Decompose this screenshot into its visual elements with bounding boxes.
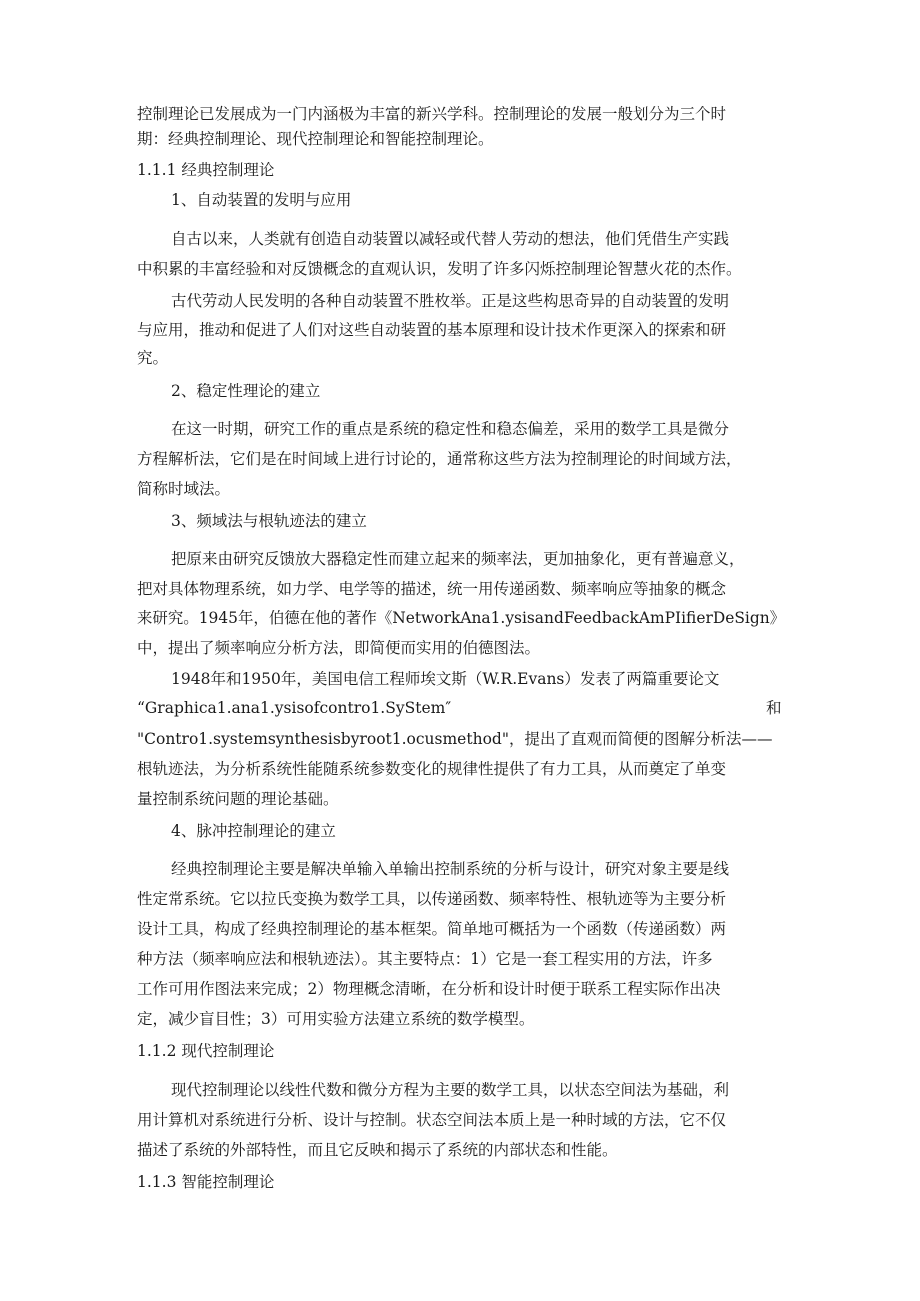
paragraph-line: 中积累的丰富经验和对反馈概念的直观认识，发明了许多闪烁控制理论智慧火花的杰作。 bbox=[137, 260, 742, 278]
paragraph-line: 古代劳动人民发明的各种自动装置不胜枚举。正是这些构思奇异的自动装置的发明 bbox=[171, 292, 730, 310]
subsection-heading-2: 2、稳定性理论的建立 bbox=[171, 382, 321, 400]
paragraph-line: 把对具体物理系统，如力学、电学等的描述，统一用传递函数、频率响应等抽象的概念 bbox=[137, 580, 727, 598]
paragraph-line: 设计工具，构成了经典控制理论的基本框架。简单地可概括为一个函数（传递函数）两 bbox=[137, 920, 727, 938]
paragraph-line: 中，提出了频率响应分析方法，即简便而实用的伯德图法。 bbox=[137, 639, 541, 657]
paragraph-line: “Graphica1.ana1.ysisofcontro1.SyStem″ bbox=[137, 699, 452, 717]
subsection-heading-3: 3、频域法与根轨迹法的建立 bbox=[171, 512, 367, 530]
paragraph-line: 经典控制理论主要是解决单输入单输出控制系统的分析与设计，研究对象主要是线 bbox=[171, 860, 730, 878]
paragraph-line: 简称时域法。 bbox=[137, 480, 231, 498]
subsection-heading-4: 4、脉冲控制理论的建立 bbox=[171, 822, 336, 840]
paragraph-line: 描述了系统的外部特性，而且它反映和揭示了系统的内部状态和性能。 bbox=[137, 1141, 618, 1159]
section-heading-1-1-1: 1.1.1 经典控制理论 bbox=[137, 161, 275, 179]
paragraph-line: 量控制系统问题的理论基础。 bbox=[137, 790, 339, 808]
intro-line-2: 期：经典控制理论、现代控制理论和智能控制理论。 bbox=[137, 130, 494, 148]
paragraph-line: 种方法（频率响应法和根轨迹法）。其主要特点：1）它是一套工程实用的方法，许多 bbox=[137, 950, 713, 968]
section-heading-1-1-2: 1.1.2 现代控制理论 bbox=[137, 1042, 275, 1060]
paragraph-line: 究。 bbox=[137, 349, 169, 367]
paragraph-line: 现代控制理论以线性代数和微分方程为主要的数学工具，以状态空间法为基础，利 bbox=[171, 1081, 730, 1099]
paragraph-line: 在这一时期，研究工作的重点是系统的稳定性和稳态偏差，采用的数学工具是微分 bbox=[171, 420, 730, 438]
paragraph-line: 来研究。1945年，伯德在他的著作《NetworkAna1.ysisandFeedbackAmPIifierDeSign》 bbox=[137, 609, 786, 627]
paragraph-line: 工作可用作图法来完成；2）物理概念清晰，在分析和设计时便于联系工程实际作出决 bbox=[137, 980, 721, 998]
paragraph-line: 定，减少盲目性；3）可用实验方法建立系统的数学模型。 bbox=[137, 1010, 535, 1028]
intro-line-1: 控制理论已发展成为一门内涵极为丰富的新兴学科。控制理论的发展一般划分为三个时 bbox=[137, 105, 727, 123]
paragraph-line: 与应用，推动和促进了人们对这些自动装置的基本原理和设计技术作更深入的探索和研 bbox=[137, 321, 727, 339]
subsection-heading-1: 1、自动装置的发明与应用 bbox=[171, 191, 352, 209]
paragraph-line: 性定常系统。它以拉氏变换为数学工具，以传递函数、频率特性、根轨迹等为主要分析 bbox=[137, 890, 727, 908]
paragraph-word: 和 bbox=[766, 699, 782, 717]
paragraph-line: 根轨迹法，为分析系统性能随系统参数变化的规律性提供了有力工具，从而奠定了单变 bbox=[137, 760, 727, 778]
paragraph-line: 用计算机对系统进行分析、设计与控制。状态空间法本质上是一种时域的方法，它不仅 bbox=[137, 1111, 727, 1129]
paragraph-line: 1948年和1950年，美国电信工程师埃文斯（W.R.Evans）发表了两篇重要论文 bbox=[171, 670, 720, 688]
paragraph-line: 自古以来，人类就有创造自动装置以减轻或代替人劳动的想法，他们凭借生产实践 bbox=[171, 230, 730, 248]
paragraph-line: 把原来由研究反馈放大器稳定性而建立起来的频率法，更加抽象化，更有普遍意义， bbox=[171, 550, 745, 568]
paragraph-line: "Contro1.systemsynthesisbyroot1.ocusmethod"，提出了直观而简便的图解分析法—— bbox=[137, 730, 773, 748]
paragraph-line: 方程解析法，它们是在时间域上进行讨论的，通常称这些方法为控制理论的时间域方法， bbox=[137, 450, 742, 468]
section-heading-1-1-3: 1.1.3 智能控制理论 bbox=[137, 1173, 275, 1191]
